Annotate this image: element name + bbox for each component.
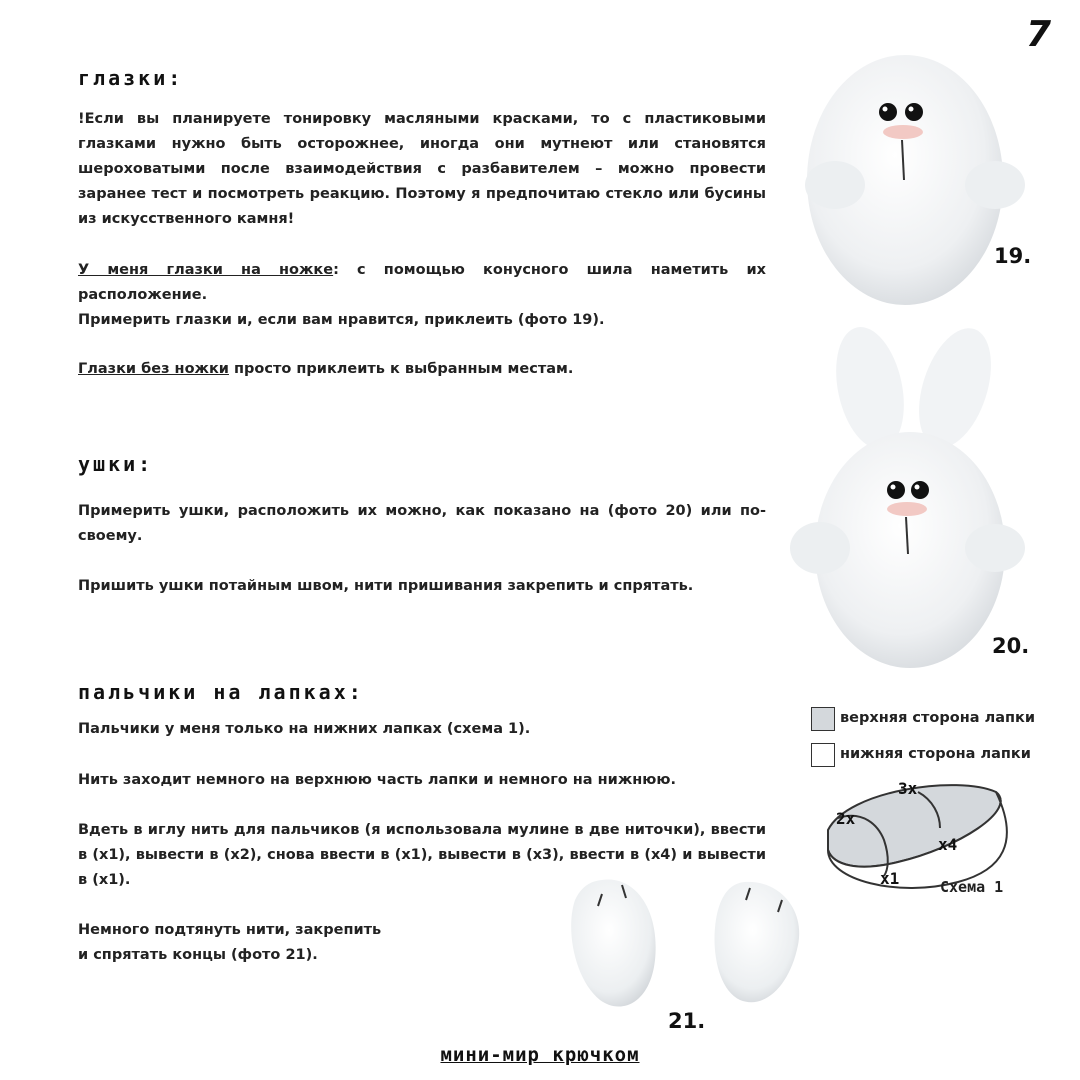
- scheme-point-x1: x1: [880, 869, 900, 888]
- bunny-left-eye: [887, 481, 905, 499]
- toes-paragraph-4b: и спрятать концы (фото 21).: [78, 947, 318, 963]
- bunny-left-paw: [790, 522, 850, 574]
- eyes-heading: глазки:: [78, 66, 184, 90]
- eyes-no-stalk-text: просто приклеить к выбранным местам.: [228, 361, 574, 377]
- page-number: 7: [1026, 14, 1052, 55]
- toes-paragraph-1: Пальчики у меня только на нижних лапках (схема 1).: [78, 721, 531, 737]
- photo-21-label: 21.: [668, 1009, 706, 1033]
- photo-19-label: 19.: [994, 244, 1032, 268]
- photo-20-bunny: [780, 318, 1035, 678]
- ears-paragraph-2: Пришить ушки потайным швом, нити пришивания закрепить и спрятать.: [78, 578, 694, 594]
- bunny-nose: [883, 125, 923, 139]
- bunny-right-eye: [905, 103, 923, 121]
- ears-heading: ушки:: [78, 452, 154, 476]
- bunny-right-eye: [911, 481, 929, 499]
- scheme-point-x4: x4: [938, 835, 958, 854]
- toes-paragraph-4a: Немного подтянуть нити, закрепить: [78, 922, 382, 938]
- eyes-stalk-label: У меня глазки на ножке: [78, 262, 334, 278]
- bunny-nose: [887, 502, 927, 516]
- ears-paragraph-1: Примерить ушки, расположить их можно, как показано на (фото 20) или по-своему.: [78, 503, 766, 544]
- legend-top-side-label: верхняя сторона лапки: [840, 710, 1036, 726]
- eyes-paragraph-2: [78, 258, 766, 308]
- scheme-caption: Схема 1: [940, 878, 1004, 896]
- photo-21-feet: [560, 870, 810, 1020]
- footer-brand: мини-мир крючком: [440, 1044, 640, 1066]
- bunny-left-paw: [805, 161, 865, 209]
- toes-paragraph-3: Вдеть в иглу нить для пальчиков (я использовала мулине в две ниточки), ввести в (x1), вывести в (x2), снова ввести в (x1), вывести в (x3), ввести в (x4) и вывести в (x1).: [78, 822, 766, 888]
- scheme-point-x3: 3x: [898, 779, 918, 798]
- photo-19-bunny: [775, 30, 1035, 310]
- toes-heading: пальчики на лапках:: [78, 680, 364, 704]
- eyes-stalk-text: : с помощью конусного шила наметить их расположение.: [78, 262, 766, 303]
- photo-20-label: 20.: [992, 634, 1030, 658]
- eyes-paragraph-1: !Если вы планируете тонировку масляными красками, то с пластиковыми глазками нужно быть осторожнее, иногда они мутнеют или становятся шероховатыми после взаимодействия с разбавителем – можно провести заранее тест и посмотреть реакцию. Поэтому я предпочитаю стекло или бусины из искусственного камня!: [78, 111, 766, 227]
- left-foot: [571, 880, 655, 1007]
- eyes-paragraph-3: Примерить глазки и, если вам нравится, приклеить (фото 19).: [78, 312, 605, 328]
- bunny-right-paw: [965, 524, 1025, 572]
- legend-top-side-swatch: [811, 707, 835, 731]
- legend-bottom-side-swatch: [811, 743, 835, 767]
- eyes-no-stalk-label: Глазки без ножки: [78, 361, 229, 377]
- bunny-right-paw: [965, 161, 1025, 209]
- scheme-point-x2: 2x: [836, 809, 856, 828]
- bunny-left-eye: [879, 103, 897, 121]
- toes-paragraph-2: Нить заходит немного на верхнюю часть лапки и немного на нижнюю.: [78, 772, 676, 788]
- eyes-paragraph-4: [78, 357, 766, 382]
- right-foot: [714, 882, 799, 1002]
- legend-bottom-side-label: нижняя сторона лапки: [840, 746, 1031, 762]
